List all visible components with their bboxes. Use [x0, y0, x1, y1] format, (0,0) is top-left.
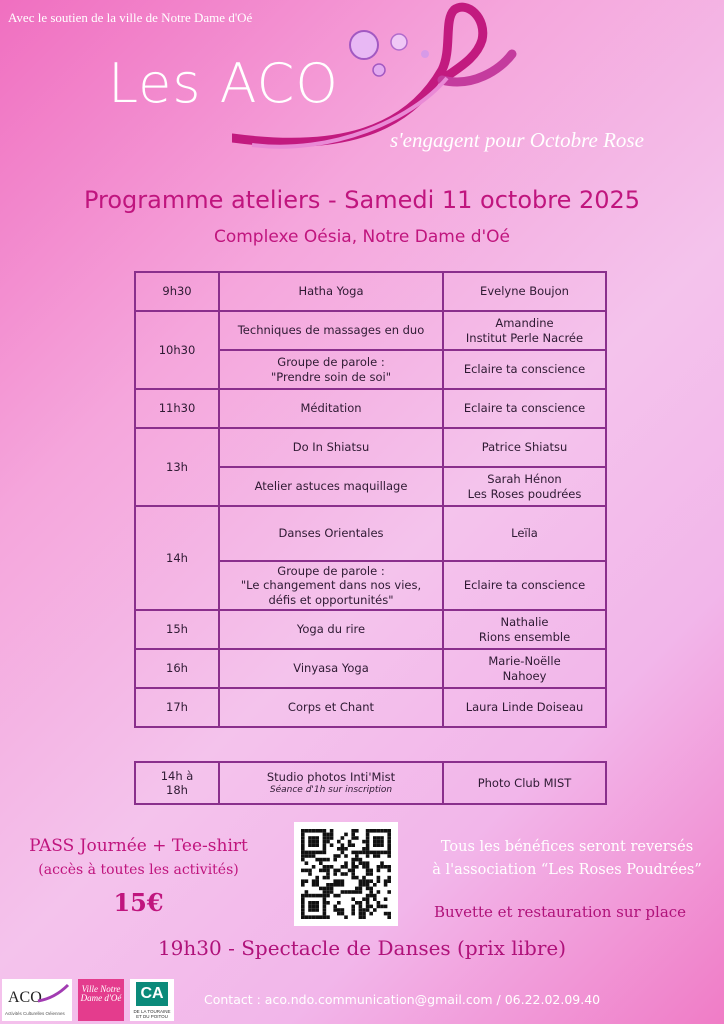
- buvette-note: Buvette et restauration sur place: [433, 903, 687, 921]
- program-title: Programme ateliers - Samedi 11 octobre 2025: [83, 186, 641, 214]
- activity-cell: Yoga du rire: [219, 610, 443, 649]
- table-row: [135, 762, 606, 804]
- activity-cell: Corps et Chant: [219, 688, 443, 727]
- time-cell: 14h: [135, 506, 219, 610]
- aco-logo-text: ACO: [8, 989, 42, 1006]
- activity-cell: [219, 762, 443, 804]
- table-row: [135, 272, 606, 311]
- activity-cell: Hatha Yoga: [219, 272, 443, 311]
- pass-offer: [0, 836, 277, 917]
- host-cell: Eclaire ta conscience: [443, 561, 606, 610]
- activity-cell: Do In Shiatsu: [219, 428, 443, 467]
- activity-cell: Groupe de parole : "Prendre soin de soi": [219, 350, 443, 389]
- host-cell: Evelyne Boujon: [443, 272, 606, 311]
- benefits-line-1: Tous les bénéfices seront reversés: [440, 839, 694, 855]
- benefits-note: [410, 836, 724, 882]
- activity-cell: Danses Orientales: [219, 506, 443, 561]
- activity-cell: Méditation: [219, 389, 443, 428]
- venue: Complexe Oésia, Notre Dame d'Oé: [213, 227, 511, 247]
- credit-agricole-logo: [130, 979, 174, 1021]
- pass-price: 15€: [113, 888, 164, 917]
- time-cell: 16h: [135, 649, 219, 688]
- table-row: [135, 389, 606, 428]
- benefits-line-2: à l'association “Les Roses Poudrées”: [432, 862, 702, 879]
- time-cell: 14h à 18h: [135, 762, 219, 804]
- host-cell: Patrice Shiatsu: [443, 428, 606, 467]
- host-cell: Eclaire ta conscience: [443, 389, 606, 428]
- ca-logo-text: CA: [136, 982, 168, 1006]
- activity-cell: Techniques de massages en duo: [219, 311, 443, 350]
- table-row: [135, 610, 606, 649]
- time-cell: 13h: [135, 428, 219, 506]
- pass-title: PASS Journée + Tee-shirt: [29, 836, 248, 856]
- footer: [0, 976, 724, 1024]
- activity-cell: Atelier astuces maquillage: [219, 467, 443, 506]
- ville-logo: [78, 979, 124, 1021]
- pass-description: (accès à toutes les activités): [38, 862, 239, 878]
- page-title: Les ACO: [108, 52, 339, 115]
- host-cell: Amandine Institut Perle Nacrée: [443, 311, 606, 350]
- time-cell: 10h30: [135, 311, 219, 389]
- spectacle-announcement: 19h30 - Spectacle de Danses (prix libre): [157, 936, 567, 960]
- host-cell: Marie-Noëlle Nahoey: [443, 649, 606, 688]
- activity-title: Studio photos Inti'Mist: [266, 770, 396, 785]
- host-cell: Photo Club MIST: [443, 762, 606, 804]
- contact-info: Contact : aco.ndo.communication@gmail.com / 06.22.02.09.40: [204, 992, 601, 1007]
- table-row: [135, 428, 606, 467]
- ca-logo-subtext: DE LA TOURAINE ET DU POITOU: [133, 1009, 171, 1019]
- activity-cell: Groupe de parole : "Le changement dans nos vies, défis et opportunités": [219, 561, 443, 610]
- table-row: [135, 688, 606, 727]
- host-cell: Laura Linde Doiseau: [443, 688, 606, 727]
- aco-logo-subtext: Activités Culturelles Oéiennes: [5, 1011, 65, 1016]
- table-row: [135, 311, 606, 350]
- time-cell: 9h30: [135, 272, 219, 311]
- subtitle: s'engagent pour Octobre Rose: [390, 128, 644, 152]
- ville-logo-text: Ville Notre Dame d'Oé: [80, 984, 122, 1004]
- table-row: [135, 649, 606, 688]
- activity-note: Séance d'1h sur inscription: [269, 784, 393, 795]
- time-cell: 17h: [135, 688, 219, 727]
- support-note: Avec le soutien de la ville de Notre Dame d'Oé: [8, 10, 253, 25]
- qr-code-icon[interactable]: [294, 822, 398, 926]
- aco-logo: [2, 979, 72, 1021]
- host-cell: Eclaire ta conscience: [443, 350, 606, 389]
- host-cell: Sarah Hénon Les Roses poudrées: [443, 467, 606, 506]
- ribbon-swoosh-icon: [36, 983, 70, 1003]
- host-cell: Nathalie Rions ensemble: [443, 610, 606, 649]
- time-cell: 15h: [135, 610, 219, 649]
- activity-cell: Vinyasa Yoga: [219, 649, 443, 688]
- table-row: [135, 506, 606, 561]
- photo-studio-table: [134, 761, 607, 805]
- host-cell: Leïla: [443, 506, 606, 561]
- time-cell: 11h30: [135, 389, 219, 428]
- schedule-table: [134, 271, 607, 728]
